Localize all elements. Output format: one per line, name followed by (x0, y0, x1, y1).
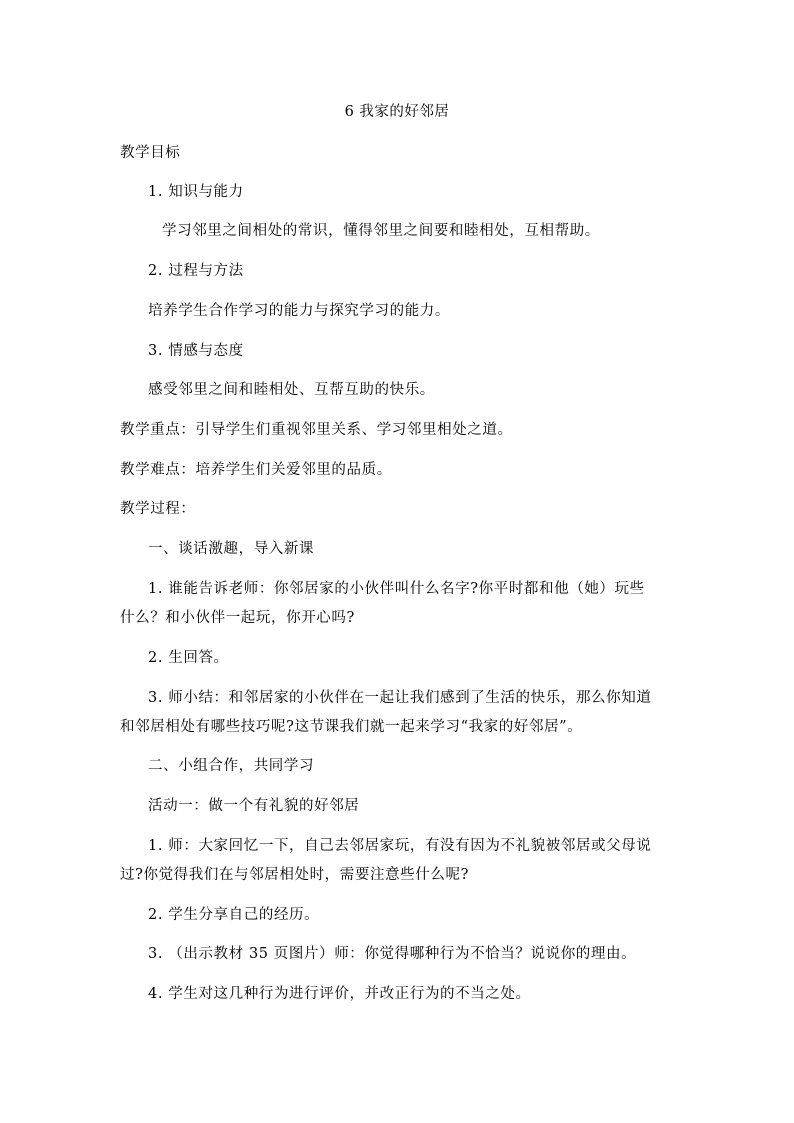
section-2-heading: 二、小组合作，共同学习 (148, 758, 315, 774)
activity-1-item-1-line-2: 过?你觉得我们在与邻居相处时，需要注意些什么呢? (120, 867, 469, 883)
activity-1-item-2: 2. 学生分享自己的经历。 (148, 907, 320, 923)
activity-1-item-1 (120, 836, 680, 885)
goals-heading: 教学目标 (120, 145, 181, 161)
activity-1-item-4: 4. 学生对这几种行为进行评价，并改正行为的不当之处。 (148, 986, 531, 1002)
process-heading: 教学过程： (120, 501, 196, 517)
goal-2-heading: 2. 过程与方法 (148, 263, 244, 279)
section-1-item-1 (120, 579, 680, 628)
goal-3-text: 感受邻里之间和睦相处、互帮互助的快乐。 (148, 382, 435, 398)
activity-1-item-3: 3. （出示教材 35 页图片）师：你觉得哪种行为不恰当？说说你的理由。 (148, 946, 637, 962)
section-1-item-3-line-1: 3. 师小结：和邻居家的小伙伴在一起让我们感到了生活的快乐，那么你知道 (148, 690, 652, 706)
section-1-heading: 一、谈话激趣，导入新课 (148, 541, 315, 557)
section-1-item-2: 2. 生回答。 (148, 650, 229, 666)
activity-1-heading: 活动一：做一个有礼貌的好邻居 (148, 798, 360, 814)
goal-1-text: 学习邻里之间相处的常识，懂得邻里之间要和睦相处，互相帮助。 (162, 223, 600, 239)
goal-1-heading: 1. 知识与能力 (148, 184, 244, 200)
activity-1-item-1-line-1: 1. 师：大家回忆一下，自己去邻居家玩，有没有因为不礼貌被邻居或父母说 (148, 838, 652, 854)
section-1-item-1-line-2: 什么？和小伙伴一起玩，你开心吗? (120, 610, 355, 626)
section-1-item-3-line-2: 和邻居相处有哪些技巧呢?这节课我们就一起来学习“我家的好邻居”。 (120, 719, 583, 735)
goal-3-heading: 3. 情感与态度 (148, 343, 244, 359)
difficulty-point: 教学难点：培养学生们关爱邻里的品质。 (120, 462, 392, 478)
document-title: 6 我家的好邻居 (344, 104, 450, 120)
section-1-item-1-line-1: 1. 谁能告诉老师：你邻居家的小伙伴叫什么名字?你平时都和他（她）玩些 (148, 581, 645, 597)
key-point: 教学重点：引导学生们重视邻里关系、学习邻里相处之道。 (120, 422, 513, 438)
section-1-item-3 (120, 688, 680, 737)
goal-2-text: 培养学生合作学习的能力与探究学习的能力。 (148, 303, 450, 319)
